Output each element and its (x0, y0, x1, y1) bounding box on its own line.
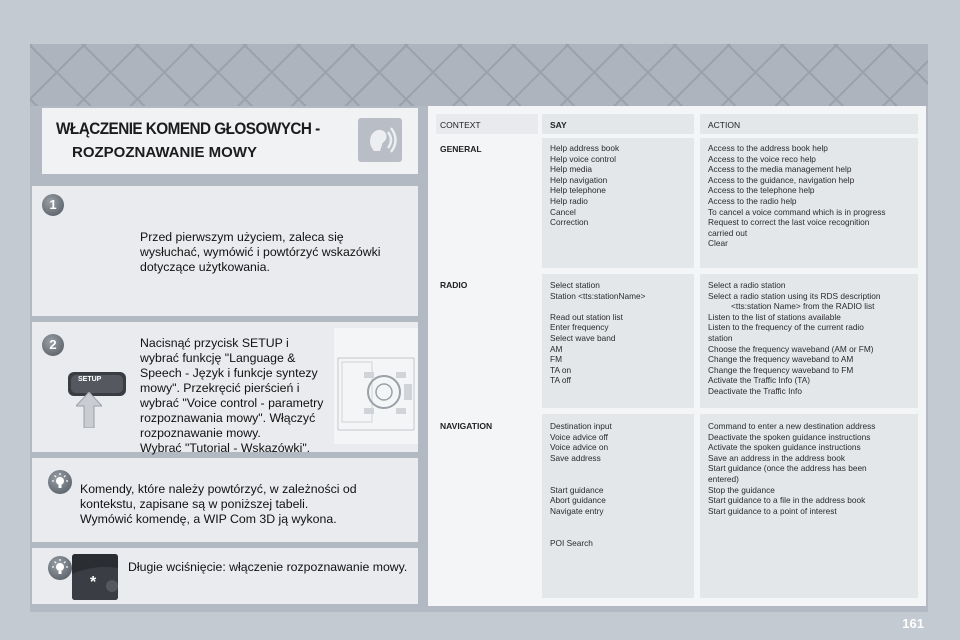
context-general: GENERAL (440, 144, 482, 154)
step-2-box (32, 322, 418, 455)
header-say: SAY (550, 120, 567, 130)
step-2-badge: 2 (42, 334, 64, 356)
tip-2-text: Długie wciśnięcie: włączenie rozpoznawanie mowy. (128, 560, 408, 574)
tip-1-box (32, 458, 418, 542)
voice-commands-table (428, 106, 926, 606)
lightbulb-icon (48, 470, 72, 494)
step-2-text: Nacisnąć przycisk SETUP i wybrać funkcję "Language & Speech - Język i funkcje syntezy mowy". Przekręcić pierścień i wybrać "Voice control - parametry rozpoznawania mowy". Włączyć rozpoznawanie mowy. Wybrać "Tutorial - Wskazówki". (140, 336, 324, 455)
action-radio: Select a radio station Select a radio station using its RDS description <tts:station Name> from the RADIO list Listen to the list of stations available Listen to the frequency of the current radio station Choose the frequency waveband (AM or FM) Change the frequency waveband to AM Change the frequency waveband to FM Activate the Traffic Info (TA) Deactivate the Traffic Info (708, 280, 881, 396)
header-context: CONTEXT (440, 120, 481, 130)
tip-2-box (32, 548, 418, 604)
header-action: ACTION (708, 120, 741, 130)
step-1-box (32, 186, 418, 316)
lightbulb-icon (48, 556, 72, 580)
step-1-text: Przed pierwszym użyciem, zaleca się wysłuchać, wymówić i powtórzyć wskazówki dotyczące użytkowania. (140, 230, 381, 274)
context-radio: RADIO (440, 280, 468, 290)
tip-1-text: Komendy, które należy powtórzyć, w zależności od kontekstu, zapisane są w poniższej tabeli. Wymówić komendę, a WIP Com 3D ją wykona. (80, 482, 357, 526)
say-radio: Select station Station <tts:stationName> Read out station list Enter frequency Select wave band AM FM TA on TA off (550, 280, 646, 386)
action-general: Access to the address book help Access to the voice reco help Access to the media management help Access to the guidance, navigation help Access to the telephone help Access to the radio help To cancel a voice command which is in progress Request to correct the last voice recognition carried out Clear (708, 143, 886, 249)
setup-button-label: SETUP (78, 376, 102, 383)
control-panel-illustration (334, 328, 418, 444)
step-1-badge: 1 (42, 194, 64, 216)
title-box (42, 108, 418, 174)
up-arrow-icon (76, 392, 102, 428)
page-subtitle: ROZPOZNAWANIE MOWY (72, 144, 257, 161)
say-general: Help address book Help voice control Help media Help navigation Help telephone Help radio Cancel Correction (550, 143, 620, 228)
page-title: WŁĄCZENIE KOMEND GŁOSOWYCH - (56, 119, 320, 138)
say-navigation: Destination input Voice advice off Voice advice on Save address Start guidance Abort guidance Navigate entry POI Search (550, 421, 612, 548)
action-navigation: Command to enter a new destination address Deactivate the spoken guidance instructions Activate the spoken guidance instructions Save an address in the address book Start guidance (once the address has been entered) Stop the guidance Start guidance to a file in the address book Start guidance to a point of interest (708, 421, 876, 516)
header-pattern (30, 44, 928, 106)
star-key-label: * (90, 574, 97, 591)
page-number: 161 (902, 616, 924, 631)
steering-wheel-button-illustration (72, 554, 118, 600)
voice-command-icon (358, 118, 402, 162)
context-navigation: NAVIGATION (440, 421, 493, 431)
